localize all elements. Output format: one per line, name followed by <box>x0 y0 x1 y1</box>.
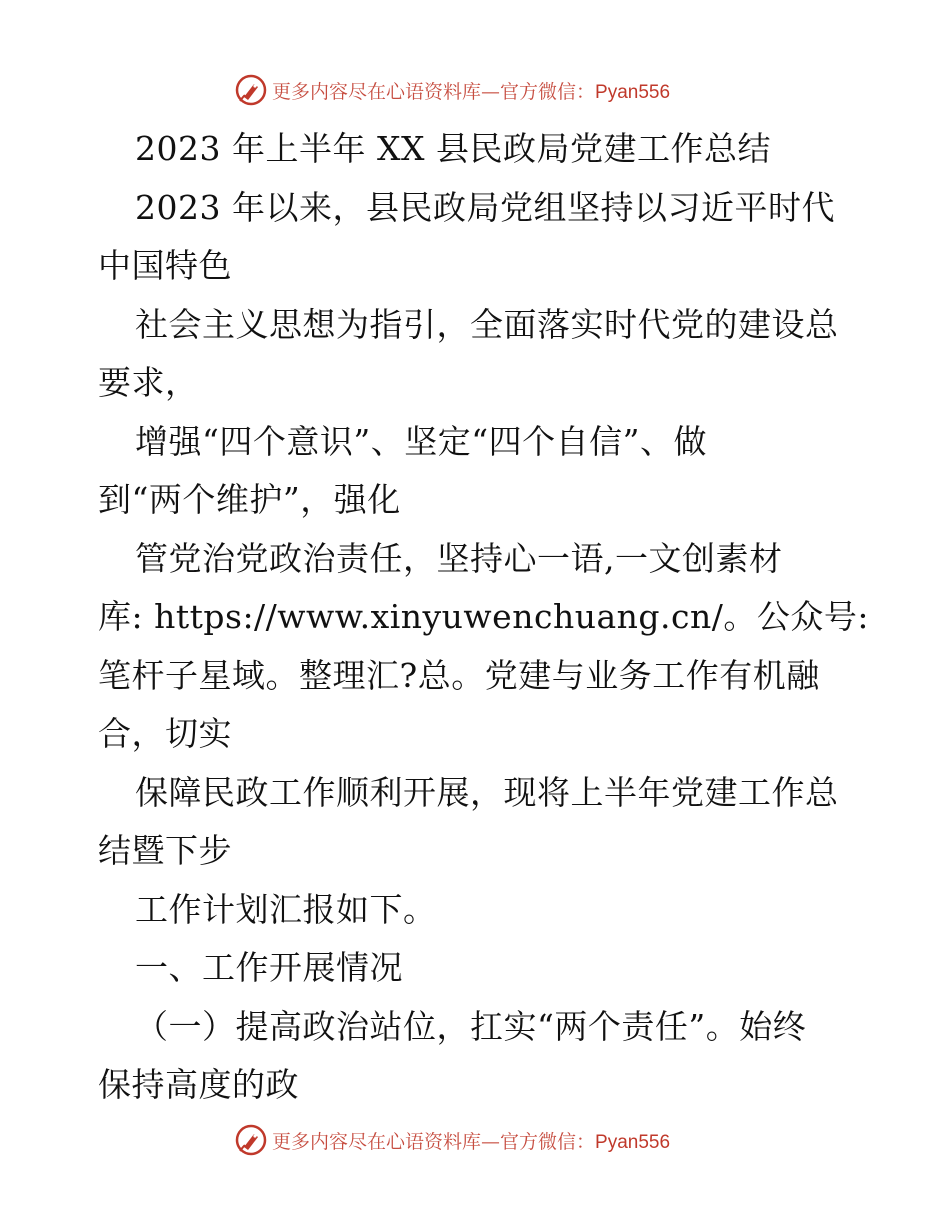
banner-suffix: 官方微信： <box>500 1130 596 1153</box>
paragraph-line: 2023 年以来，县民政局党组坚持以习近平时代 <box>135 187 835 227</box>
paragraph-line: 增强“四个意识”、坚定“四个自信”、做 <box>135 421 707 461</box>
banner-separator: — <box>481 1130 501 1153</box>
paragraph-line: 结暨下步 <box>98 831 232 870</box>
paragraph-line: 保障民政工作顺利开展，现将上半年党建工作总 <box>135 772 839 812</box>
paragraph-line: 合，切实 <box>98 714 232 753</box>
paragraph-line: 到“两个维护”，强化 <box>98 480 401 519</box>
paragraph-line: 保持高度的政 <box>98 1065 299 1104</box>
banner-prefix: 更多内容尽在心语资料库 <box>272 80 482 103</box>
paragraph-line: 库: https://www.xinyuwenchuang.cn/。公众号: <box>98 597 869 636</box>
subsection-heading: （一）提高政治站位，扛实“两个责任”。始终 <box>135 1006 807 1046</box>
document-body <box>98 120 869 1115</box>
paragraph-line: 笔杆子星域。整理汇?总。党建与业务工作有机融 <box>98 655 820 695</box>
banner-prefix: 更多内容尽在心语资料库 <box>272 1130 482 1153</box>
banner-wechat-id: Pyan556 <box>595 81 671 103</box>
banner-wechat-id: Pyan556 <box>595 1131 671 1153</box>
header-watermark-banner <box>234 72 670 108</box>
paragraph-line: 工作计划汇报如下。 <box>135 889 437 929</box>
paragraph-line: 管党治党政治责任，坚持心一语,一文创素材 <box>135 538 783 578</box>
paragraph-line: 社会主义思想为指引，全面落实时代党的建设总 <box>135 304 839 344</box>
footer-watermark-banner <box>234 1122 670 1158</box>
paragraph-line: 中国特色 <box>98 246 232 285</box>
banner-separator: — <box>481 80 501 103</box>
paragraph-line: 要求， <box>98 363 199 402</box>
section-heading: 一、工作开展情况 <box>135 948 403 987</box>
pen-nib-logo-icon <box>234 73 268 107</box>
banner-suffix: 官方微信： <box>500 80 596 103</box>
banner-text <box>272 1127 670 1154</box>
banner-text <box>272 77 670 104</box>
document-title: 2023 年上半年 XX 县民政局党建工作总结 <box>135 129 771 168</box>
pen-nib-logo-icon <box>234 1123 268 1157</box>
